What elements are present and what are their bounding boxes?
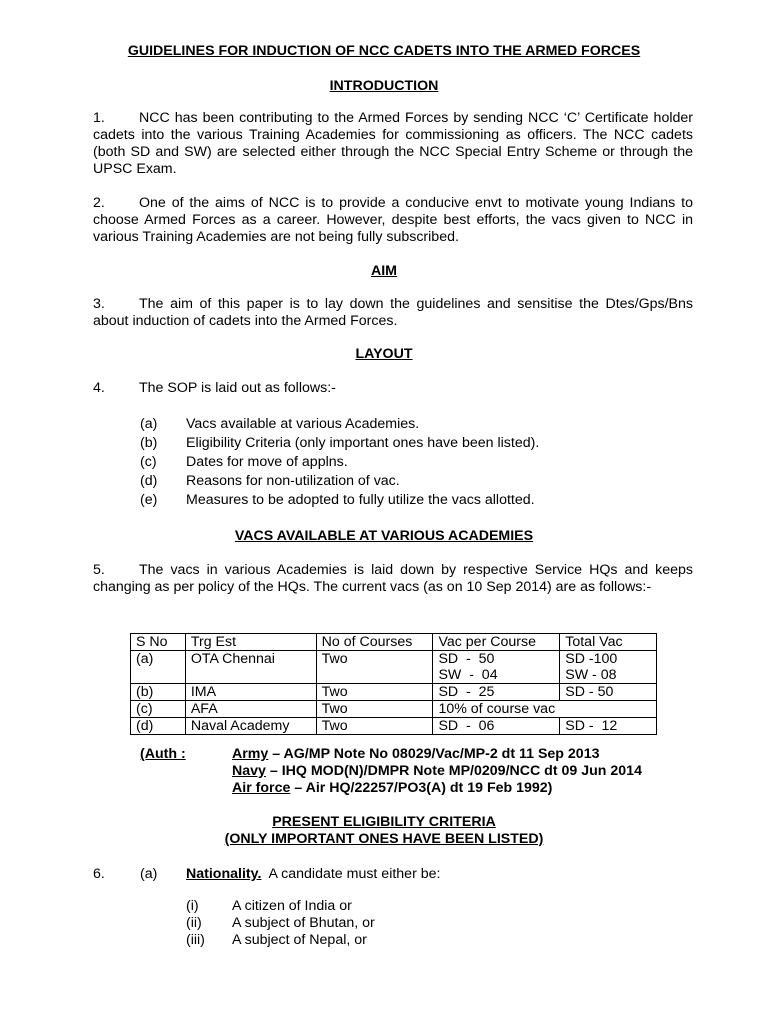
- auth-label: [140, 746, 186, 763]
- table-cell: (c): [131, 701, 186, 718]
- table-cell: (d): [131, 718, 186, 735]
- table-cell: SD -100 SW - 08: [560, 651, 657, 684]
- item-text: Measures to be adopted to fully utilize the vacs allotted.: [186, 492, 535, 508]
- table-header-cell: Total Vac: [560, 634, 657, 651]
- heading-vacs: VACS AVAILABLE AT VARIOUS ACADEMIES: [234, 528, 534, 544]
- table-cell: 10% of course vac: [433, 701, 657, 718]
- table-cell: Two: [316, 718, 433, 735]
- item-label: (ii): [186, 915, 202, 931]
- item-text: Eligibility Criteria (only important ones have been listed).: [186, 435, 540, 451]
- table-cell: (b): [131, 684, 186, 701]
- paragraph-number: 5.: [93, 562, 105, 578]
- item-text: A subject of Bhutan, or: [232, 915, 375, 931]
- item-label: (b): [140, 435, 158, 451]
- paragraph-text: The SOP is laid out as follows:-: [139, 380, 336, 396]
- table-cell: Two: [316, 701, 433, 718]
- table-row: [131, 718, 657, 735]
- document-title: GUIDELINES FOR INDUCTION OF NCC CADETS INTO THE ARMED FORCES: [127, 43, 641, 59]
- item-label: (a): [140, 416, 158, 432]
- item-label: (i): [186, 898, 199, 914]
- paragraph-text: The vacs in various Academies is laid down by respective Service HQs and keeps changing as per policy of the HQs. The current vacs (as on 10 Sep 2014) are as follows:-: [93, 562, 693, 595]
- paragraph-text: The aim of this paper is to lay down the guidelines and sensitise the Dtes/Gps/Bns about induction of cadets into the Armed Forces.: [93, 296, 693, 329]
- paragraph-6-number: 6.: [93, 866, 105, 882]
- item-label: (iii): [186, 932, 205, 948]
- paragraph-5: [93, 562, 693, 596]
- table-cell: Two: [316, 651, 433, 684]
- paragraph-number: 3.: [93, 296, 105, 312]
- table-cell: SD - 50: [560, 684, 657, 701]
- paragraph-6-body: [186, 866, 440, 883]
- table-row: [131, 684, 657, 701]
- table-cell: OTA Chennai: [185, 651, 316, 684]
- nationality-text: A candidate must either be:: [268, 866, 441, 882]
- heading-layout: LAYOUT: [355, 346, 413, 362]
- paragraph-text: NCC has been contributing to the Armed Forces by sending NCC ‘C’ Certificate holder cadets into the various Training Academies for commissioning as officers. The NCC cadets (both SD and SW) are selected either through the NCC Special Entry Scheme or through the UPSC Exam.: [93, 110, 693, 177]
- table-header-cell: Vac per Course: [433, 634, 560, 651]
- table-header-cell: S No: [131, 634, 186, 651]
- auth-navy-key: Navy: [232, 763, 266, 779]
- item-text: Reasons for non-utilization of vac.: [186, 473, 400, 489]
- table-cell: (a): [131, 651, 186, 684]
- item-text: A citizen of India or: [232, 898, 352, 914]
- table-cell: SD - 50 SW - 04: [433, 651, 560, 684]
- auth-air-text: – Air HQ/22257/PO3(A) dt 19 Feb 1992): [290, 780, 553, 796]
- table-cell: SD - 06: [433, 718, 560, 735]
- paragraph-1: [93, 110, 693, 178]
- vacancy-table: [130, 633, 657, 735]
- item-text: Vacs available at various Academies.: [186, 416, 420, 432]
- table-cell: SD - 12: [560, 718, 657, 735]
- table-row: [131, 701, 657, 718]
- auth-air-key: Air force: [232, 780, 291, 796]
- table-cell: AFA: [185, 701, 316, 718]
- table-cell: SD - 25: [433, 684, 560, 701]
- paragraph-4: [93, 380, 693, 397]
- auth-navy: [232, 763, 642, 780]
- paragraph-text: One of the aims of NCC is to provide a conducive envt to motivate young Indians to choose Armed Forces as a career. However, despite best efforts, the vacs given to NCC in various Training Academies are not being fully subscribed.: [93, 195, 693, 245]
- heading-introduction: INTRODUCTION: [329, 78, 439, 94]
- heading-aim: AIM: [370, 263, 397, 279]
- auth-label-text: (Auth :: [140, 746, 186, 762]
- item-label: (c): [140, 454, 157, 470]
- auth-air: [232, 780, 552, 797]
- table-cell: Two: [316, 684, 433, 701]
- table-header-row: [131, 634, 657, 651]
- item-text: Dates for move of applns.: [186, 454, 348, 470]
- auth-army-text: – AG/MP Note No 08029/Vac/MP-2 dt 11 Sep 2013: [268, 746, 600, 762]
- item-label: (d): [140, 473, 158, 489]
- paragraph-number: 1.: [93, 110, 105, 126]
- table-cell: Naval Academy: [185, 718, 316, 735]
- nationality-heading: Nationality.: [186, 866, 262, 882]
- auth-navy-text: – IHQ MOD(N)/DMPR Note MP/0209/NCC dt 09 Jun 2014: [265, 763, 642, 779]
- heading-eligibility: PRESENT ELIGIBILITY CRITERIA: [272, 814, 496, 830]
- table-row: [131, 651, 657, 684]
- auth-army: [232, 746, 599, 763]
- auth-army-key: Army: [232, 746, 269, 762]
- paragraph-6-sub-label: (a): [140, 866, 158, 882]
- item-text: A subject of Nepal, or: [232, 932, 367, 948]
- paragraph-number: 4.: [93, 380, 105, 396]
- item-label: (e): [140, 492, 158, 508]
- table-cell: IMA: [185, 684, 316, 701]
- table-header-cell: No of Courses: [316, 634, 433, 651]
- paragraph-2: [93, 195, 693, 246]
- heading-eligibility-sub: (ONLY IMPORTANT ONES HAVE BEEN LISTED): [224, 831, 544, 847]
- paragraph-3: [93, 296, 693, 330]
- paragraph-number: 2.: [93, 195, 105, 211]
- table-header-cell: Trg Est: [185, 634, 316, 651]
